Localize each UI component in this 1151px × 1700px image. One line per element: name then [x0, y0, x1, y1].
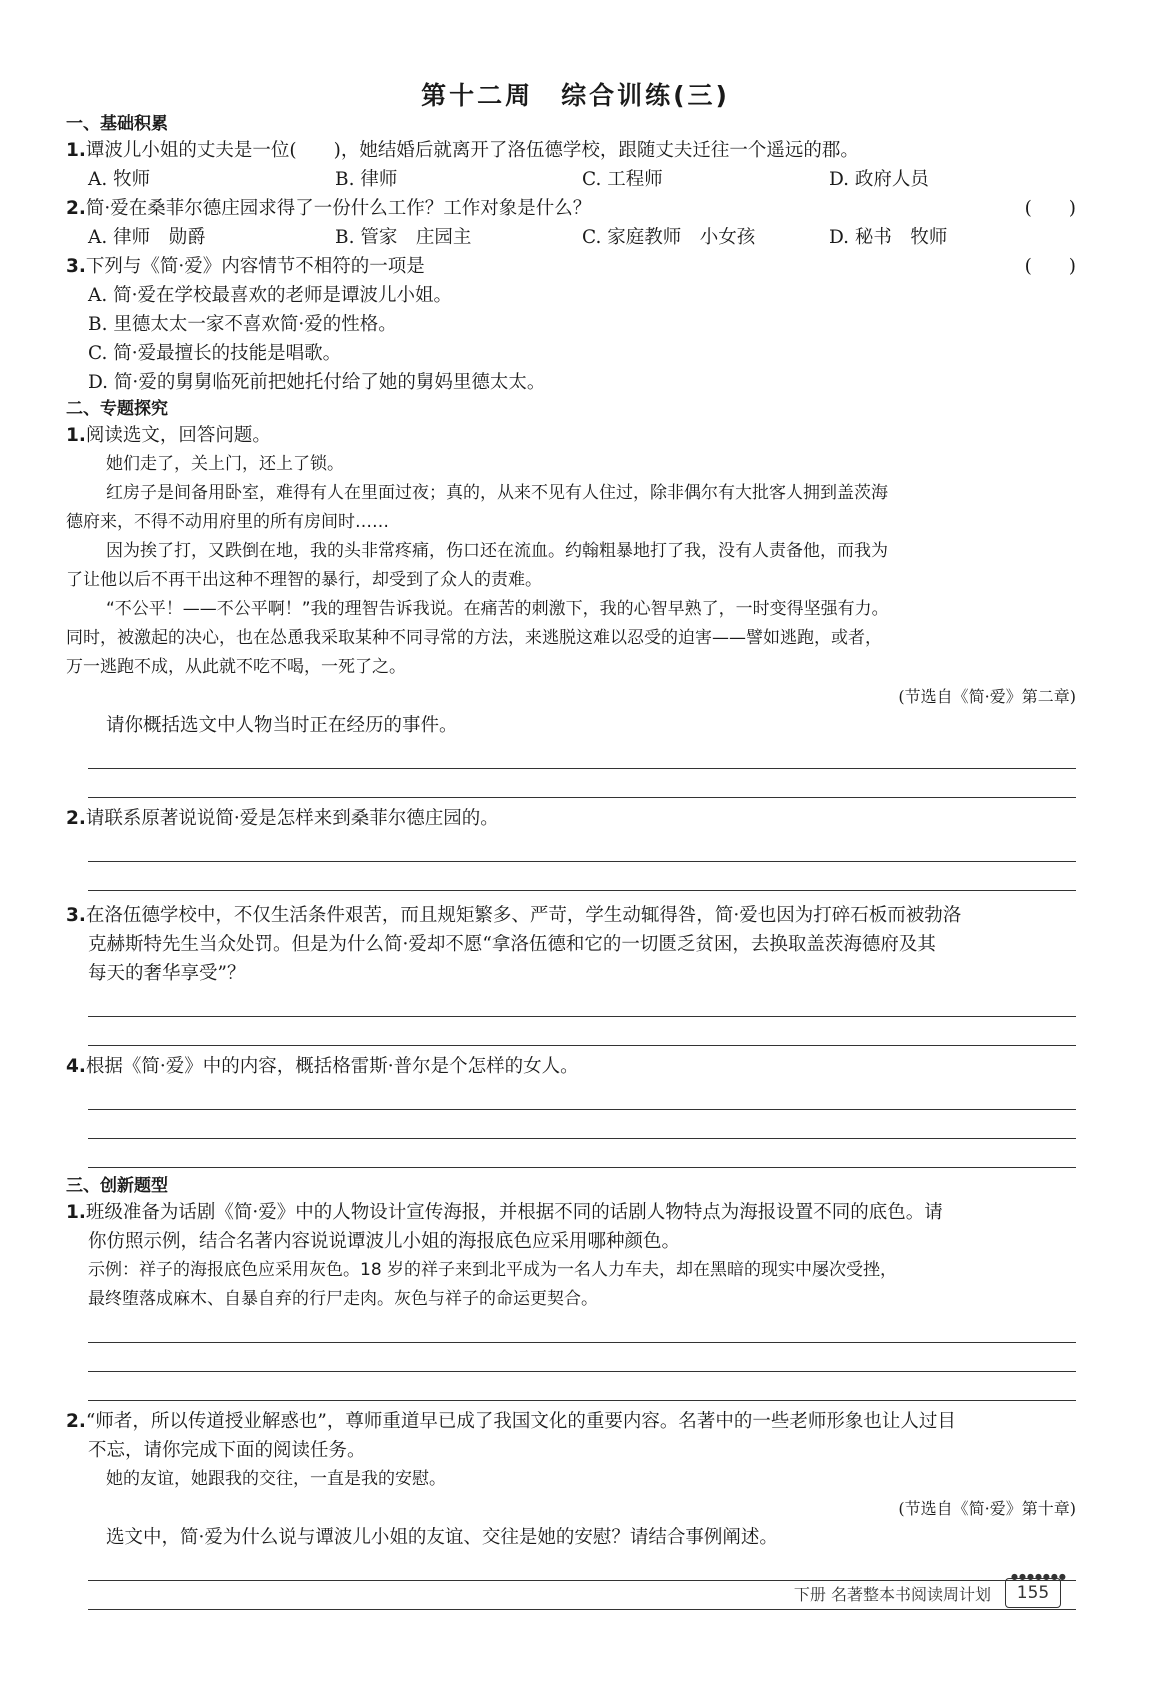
answer-line[interactable] [88, 1372, 1076, 1401]
section-heading-topic: 二、专题探究 [66, 399, 168, 419]
option-d: D. 政府人员 [829, 169, 929, 190]
option-d: D. 简·爱的舅舅临死前把她托付给了她的舅妈里德太太。 [88, 372, 546, 393]
passage-source: (节选自《简·爱》第十章) [898, 1499, 1076, 1518]
question-2-3: 3.在洛伍德学校中，不仅生活条件艰苦，而且规矩繁多、严苛，学生动辄得咎，简·爱也因为打碎石板而被勃洛 [66, 905, 962, 926]
answer-line[interactable] [88, 988, 1076, 1017]
reading-passage: 她的友谊，她跟我的交往，一直是我的安慰。 [106, 1469, 446, 1489]
option-c: C. 家庭教师 小女孩 [582, 227, 756, 248]
option-a: A. 简·爱在学校最喜欢的老师是谭波儿小姐。 [88, 285, 453, 306]
answer-line[interactable] [88, 862, 1076, 891]
option-a: A. 牧师 [88, 169, 151, 190]
option-a: A. 律师 勋爵 [88, 227, 206, 248]
answer-line[interactable] [88, 1552, 1076, 1581]
book-series-label: 下册 名著整本书阅读周计划 [793, 1584, 991, 1604]
question-1-3: 3.下列与《简·爱》内容情节不相符的一项是 ( ) [66, 252, 1076, 281]
answer-line[interactable] [88, 1314, 1076, 1343]
answer-line[interactable] [88, 1017, 1076, 1046]
page-number: ●●●●●●● 155 [1005, 1578, 1061, 1608]
answer-line[interactable] [88, 1139, 1076, 1168]
calendar-rings-icon: ●●●●●●● [1011, 1572, 1067, 1581]
answer-line[interactable] [88, 1081, 1076, 1110]
page-title: 第十二周 综合训练(三) [421, 81, 730, 110]
worksheet-content: 一、基础积累 1.谭波儿小姐的丈夫是一位( )，她结婚后就离开了洛伍德学校，跟随丈夫迁往一个遥远的郡。 A. 牧师 B. 律师 C. 工程师 D. 政府人员 2.简·爱在桑菲尔德庄园求得了一份什么工作？工作对象是什么？ ( ) A. 律师 勋爵 B. 管家 庄园主 C. 家庭教师 小女孩 D. 秘书 牧师 3.下列与《简·爱》内容情节不相符的一项是 ( ) A. 简·爱在学校最喜欢的老师是谭波儿小姐。 B. 里德太太一家不喜欢简·爱的性格。 C. 简·爱最擅长的技能是唱歌。 D. 简·爱的舅舅临死前把她托付给了她的舅妈里德太太。 二、专题探究 1.阅读选文，回答问题。 她们走了，关上门，还上了锁。 红房子是间备用卧室，难得有人在里面过夜；真的，从来不见有人住过，除非偶尔有大批客人拥到盖茨海 德府来，不得不动用府里的所有房间时…… 因为挨了打，又跌倒在地，我的头非常疼痛，伤口还在流血。约翰粗暴地打了我，没有人责备他，而我为 了让他以后不再干出这种不理智的暴行，却受到了众人的责难。 “不公平！——不公平啊！”我的理智告诉我说。在痛苦的刺激下，我的心智早熟了，一时变得坚强有力。 同时，被激起的决心，也在怂恿我采取某种不同寻常的方法，来逃脱这难以忍受的迫害——譬如逃跑，或者， 万一逃跑不成，从此就不吃不喝，一死了之。 (节选自《简·爱》第二章) 请你概括选文中人物当时正在经历的事件。 2.请联系原著说说简·爱是怎样来到桑菲尔德庄园的。 3.在洛伍德学校中，不仅生活条件艰苦，而且规矩繁多、严苛，学生动辄得咎，简·爱也因为打碎石板而被勃洛 克赫斯特先生当众处罚。但是为什么简·爱却不愿“拿洛伍德和它的一切匮乏贫困，去换取盖茨海德府及其 每天的奢华享受”？ 4.根据《简·爱》中的内容，概括格雷斯·普尔是个怎样的女人。 三、创新题型 1.班级准备为话剧《简·爱》中的人物设计宣传海报，并根据不同的话剧人物特点为海报设置不同的底色。请 你仿照示例，结合名著内容说说谭波儿小姐的海报底色应采用哪种颜色。 示例：祥子的海报底色应采用灰色。18 岁的祥子来到北平成为一名人力车夫，却在黑暗的现实中屡次受挫， 最终堕落成麻木、自暴自弃的行尸走肉。灰色与祥子的命运更契合。 2.“师者，所以传道授业解惑也”，尊师重道早已成了我国文化的重要内容。名著中的一些老师形象也让人过目 不忘，请你完成下面的阅读任务。 她的友谊，她跟我的交往，一直是我的安慰。 (节选自《简·爱》第十章) 选文中，简·爱为什么说与谭波儿小姐的友谊、交往是她的安慰？请结合事例阐述。 [66, 112, 1076, 1610]
section-heading-basic: 一、基础积累 [66, 114, 168, 134]
option-b: B. 律师 [335, 169, 398, 190]
question-prompt: 选文中，简·爱为什么说与谭波儿小姐的友谊、交往是她的安慰？请结合事例阐述。 [106, 1527, 778, 1548]
answer-line[interactable] [88, 740, 1076, 769]
section-heading-innovative: 三、创新题型 [66, 1176, 168, 1196]
question-prompt: 请你概括选文中人物当时正在经历的事件。 [106, 715, 458, 736]
question-2-1: 1.阅读选文，回答问题。 [66, 425, 271, 446]
passage-source: (节选自《简·爱》第二章) [898, 687, 1076, 706]
question-3-2: 2.“师者，所以传道授业解惑也”，尊师重道早已成了我国文化的重要内容。名著中的一些老师形象也让人过目 [66, 1411, 956, 1432]
question-2-4: 4.根据《简·爱》中的内容，概括格雷斯·普尔是个怎样的女人。 [66, 1056, 579, 1077]
question-2-2: 2.请联系原著说说简·爱是怎样来到桑菲尔德庄园的。 [66, 808, 499, 829]
answer-line[interactable] [88, 1110, 1076, 1139]
answer-line[interactable] [88, 833, 1076, 862]
reading-passage: 她们走了，关上门，还上了锁。 红房子是间备用卧室，难得有人在里面过夜；真的，从来不见有人住过，除非偶尔有大批客人拥到盖茨海 德府来，不得不动用府里的所有房间时…… 因为挨了打，又跌倒在地，我的头非常疼痛，伤口还在流血。约翰粗暴地打了我，没有人责备他，而我为 了让他以后不再干出这种不理智的暴行，却受到了众人的责难。 “不公平！——不公平啊！”我的理智告诉我说。在痛苦的刺激下，我的心智早熟了，一时变得坚强有力。 同时，被激起的决心，也在怂恿我采取某种不同寻常的方法，来逃脱这难以忍受的迫害——譬如逃跑，或者， 万一逃跑不成，从此就不吃不喝，一死了之。 [66, 454, 889, 677]
option-b: B. 管家 庄园主 [335, 227, 472, 248]
question-3-1: 1.班级准备为话剧《简·爱》中的人物设计宣传海报，并根据不同的话剧人物特点为海报设置不同的底色。请 [66, 1202, 943, 1223]
page-footer [793, 1572, 1067, 1608]
question-1-1: 1.谭波儿小姐的丈夫是一位( )，她结婚后就离开了洛伍德学校，跟随丈夫迁往一个遥远的郡。 [66, 140, 859, 161]
option-c: C. 简·爱最擅长的技能是唱歌。 [88, 343, 342, 364]
question-1-2: 2.简·爱在桑菲尔德庄园求得了一份什么工作？工作对象是什么？ ( ) [66, 194, 1076, 223]
question-1-2-options [66, 223, 1076, 252]
option-c: C. 工程师 [582, 169, 663, 190]
answer-paren: ( ) [1024, 256, 1076, 277]
question-1-1-options [66, 165, 1076, 194]
option-b: B. 里德太太一家不喜欢简·爱的性格。 [88, 314, 397, 335]
example-text: 示例：祥子的海报底色应采用灰色。18 岁的祥子来到北平成为一名人力车夫，却在黑暗的现实中屡次受挫， 最终堕落成麻木、自暴自弃的行尸走肉。灰色与祥子的命运更契合。 [88, 1260, 898, 1309]
answer-line[interactable] [88, 1343, 1076, 1372]
option-d: D. 秘书 牧师 [829, 227, 948, 248]
answer-line[interactable] [88, 769, 1076, 798]
answer-paren: ( ) [1024, 198, 1076, 219]
